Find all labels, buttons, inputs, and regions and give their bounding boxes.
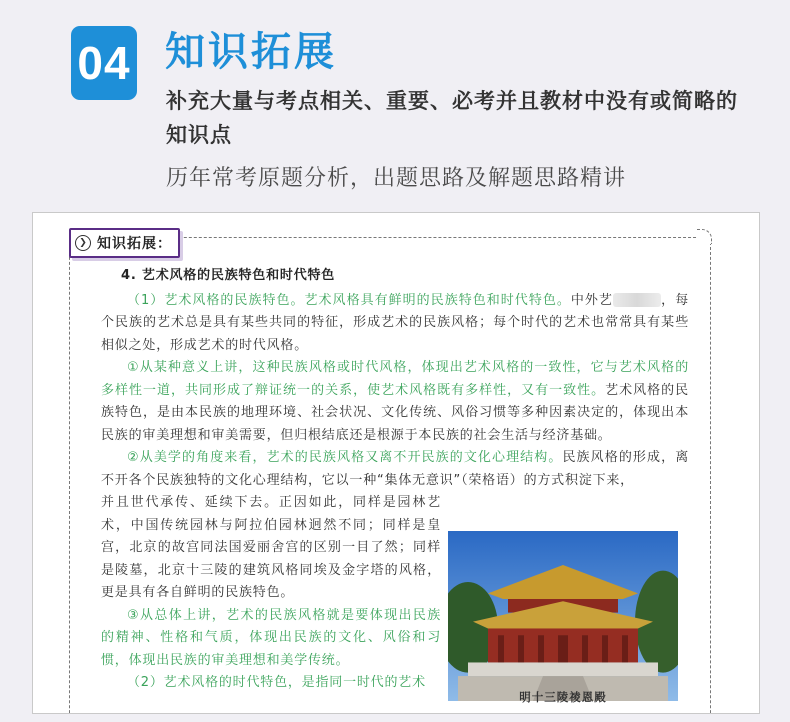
paragraph-3-highlight: ②从美学的角度来看，艺术的民族风格又离不开民族的文化心理结构。 — [127, 450, 563, 465]
knowledge-tab — [69, 228, 180, 258]
paragraph-2 — [101, 357, 689, 447]
frame-corner — [697, 229, 712, 244]
paragraph-3-text: 民族风格的形成，离不开各个民族独特的文化心理结构，它以一种“集体无意识”（荣格语）的方式积淀下来， — [101, 450, 689, 488]
paragraph-3 — [101, 447, 689, 492]
section-subtitle: 历年常考原题分析，出题思路及解题思路精讲 — [166, 166, 627, 191]
tab-label: 知识拓展： — [97, 236, 172, 252]
paragraph-2-highlight: ①从某种意义上讲，这种民族风格或时代风格，体现出艺术风格的一致性，它与艺术风格的多样性一道，共同形成了辩证统一的关系，使艺术风格既有多样性，又有一致性。 — [101, 360, 689, 398]
photo-caption: 明十三陵祾恩殿 — [519, 690, 607, 704]
paragraph-1-highlight: （1）艺术风格的民族特色。艺术风格具有鲜明的民族特色和时代特色。 — [127, 292, 571, 308]
paragraph-2-text: 艺术风格的民族特色，是由本民族的地理环境、社会状况、文化传统、风俗习惯等多种因素决定的，体现出本民族的审美理想和审美需要，但归根结底还是根源于本民族的社会生活与经济基础。 — [101, 382, 689, 443]
section-number-badge: 04 — [71, 26, 137, 100]
paragraph-5-highlight: （2）艺术风格的时代特色，是指同一时代的艺术 — [127, 675, 426, 690]
paragraph-4-highlight: ③从总体上讲，艺术的民族风格就是要体现出民族的精神、性格和气质，体现出民族的文化、风俗和习惯，体现出民族的审美理想和美学传统。 — [101, 607, 441, 668]
paragraph-1-text-b: ，每个民族的艺术总是具有某些共同的特征，形成艺术的民族风格；每个时代的艺术也常常具有某些相似之处，形成艺术的时代风格。 — [101, 292, 689, 353]
book-page-sample — [32, 212, 760, 714]
blurred-text — [613, 293, 661, 307]
paragraph-5 — [101, 672, 441, 695]
content-heading: 4. 艺术风格的民族特色和时代特色 — [121, 268, 336, 283]
paragraph-4 — [101, 605, 441, 673]
paragraph-1 — [101, 290, 689, 358]
paragraph-1-text-a: 中外艺 — [570, 292, 613, 308]
paragraph-3-continued: 并且世代承传、延续下去。正因如此，同样是园林艺术，中国传统园林与阿拉伯园林迥然不同；同样是皇宫，北京的故宫同法国爱丽舍宫的区别一目了然；同样是陵墓，北京十三陵的建筑风格同埃及金字塔的风格，更是具有各自鲜明的民族特色。 — [101, 495, 441, 600]
chevron-right-icon: ❯ — [75, 235, 91, 251]
section-subtitle-bold: 补充大量与考点相关、重要、必考并且教材中没有或简略的知识点 — [166, 89, 738, 147]
section-title: 知识拓展 — [165, 29, 337, 75]
palace-photo — [448, 531, 678, 701]
